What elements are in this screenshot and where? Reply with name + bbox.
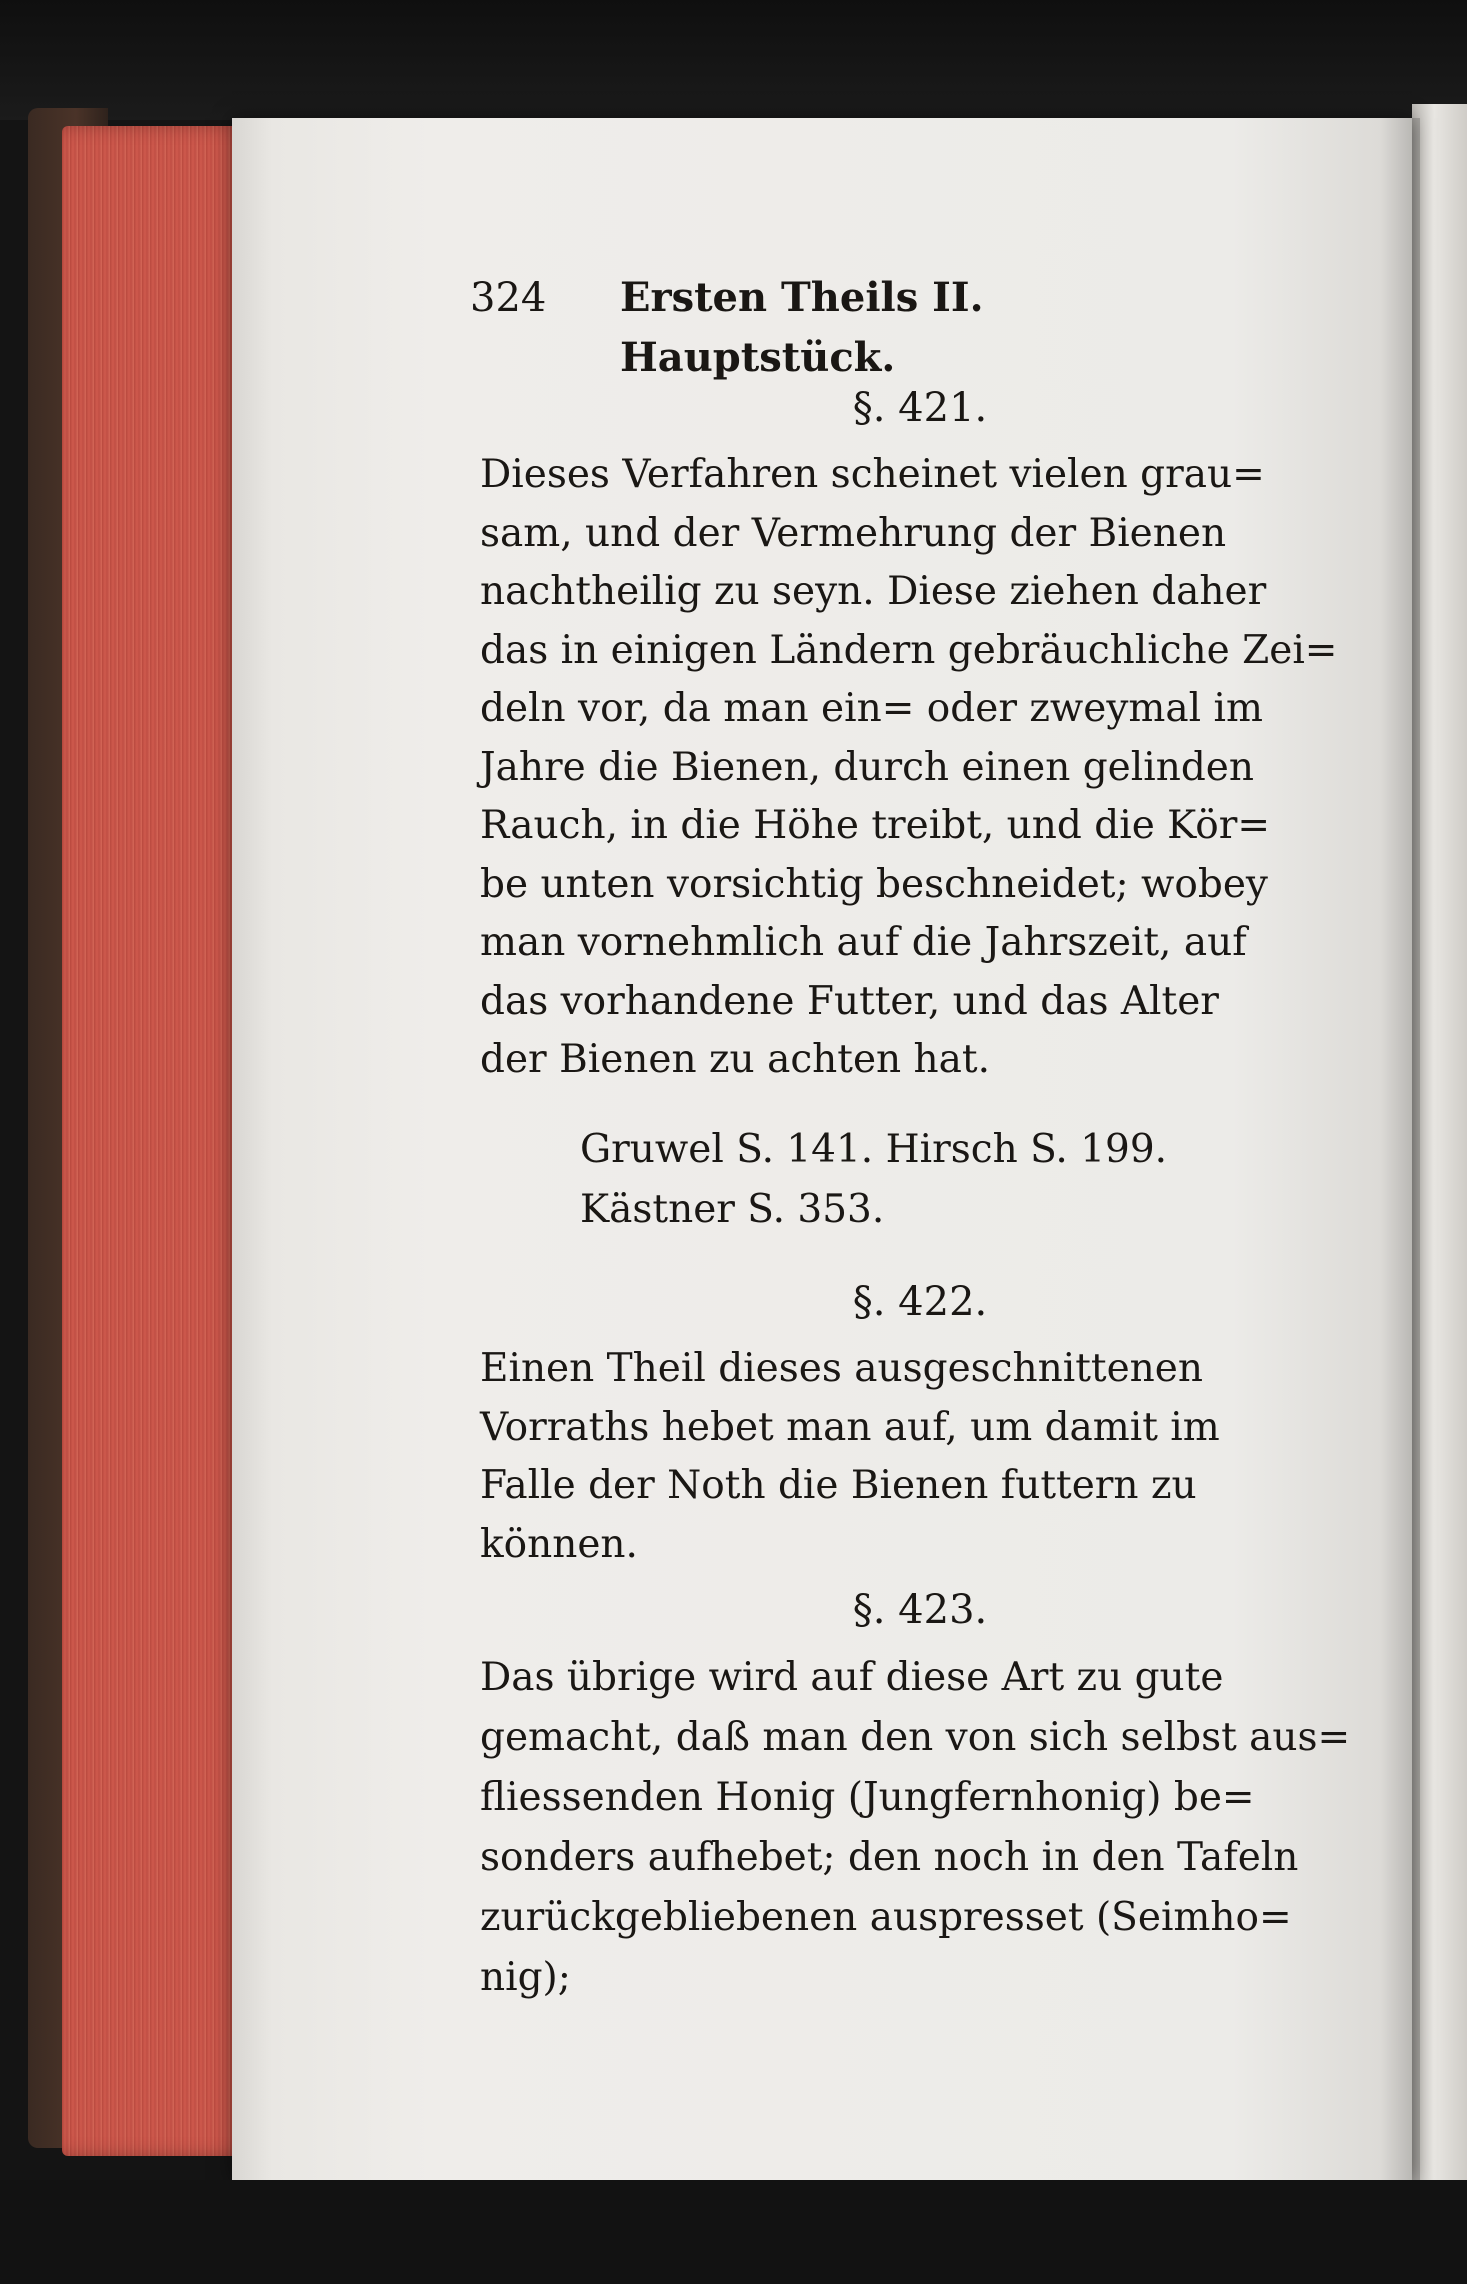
page-number: 324 — [470, 275, 547, 321]
running-head: Ersten Theils II. Hauptstück. — [620, 274, 984, 381]
backdrop — [0, 0, 1467, 120]
section-references-421: Gruwel S. 141. Hirsch S. 199. Kästner S. 353. — [580, 1127, 1168, 1232]
section-heading-423: §. 423. — [852, 1587, 988, 1633]
section-text-422: Einen Theil dieses ausgeschnittenen Vorraths hebet man auf, um damit im Falle der Noth die Bienen futtern zu können. — [480, 1346, 1220, 1567]
section-text-421: Dieses Verfahren scheinet vielen grau= sam, und der Vermehrung der Bienen nachtheilig zu seyn. Diese ziehen daher das in einigen Ländern gebräuchliche Zei= deln vor, da man ein= oder zweymal im Jahre die Bienen, durch einen gelinden Rauch, in die Höhe treibt, und die Kör= be unten vorsichtig beschneidet; wobey man vornehmlich auf die Jahrszeit, auf das vorhandene Futter, und das Alter der Bienen zu achten hat. — [480, 452, 1338, 1082]
page-header — [470, 268, 1240, 381]
section-heading-422: §. 422. — [852, 1279, 988, 1325]
section-text-423: Das übrige wird auf diese Art zu gute gemacht, daß man den von sich selbst aus= fliessenden Honig (Jungfernhonig) be= sonders aufhebet; den noch in den Tafeln zurückgebliebenen auspresset (Seimho= nig); — [480, 1655, 1351, 2000]
facing-page-edge — [1412, 104, 1467, 2184]
gutter-shadow — [1380, 118, 1420, 2180]
bottom-shadow — [0, 2180, 1467, 2284]
section-heading-421: §. 421. — [852, 385, 988, 431]
